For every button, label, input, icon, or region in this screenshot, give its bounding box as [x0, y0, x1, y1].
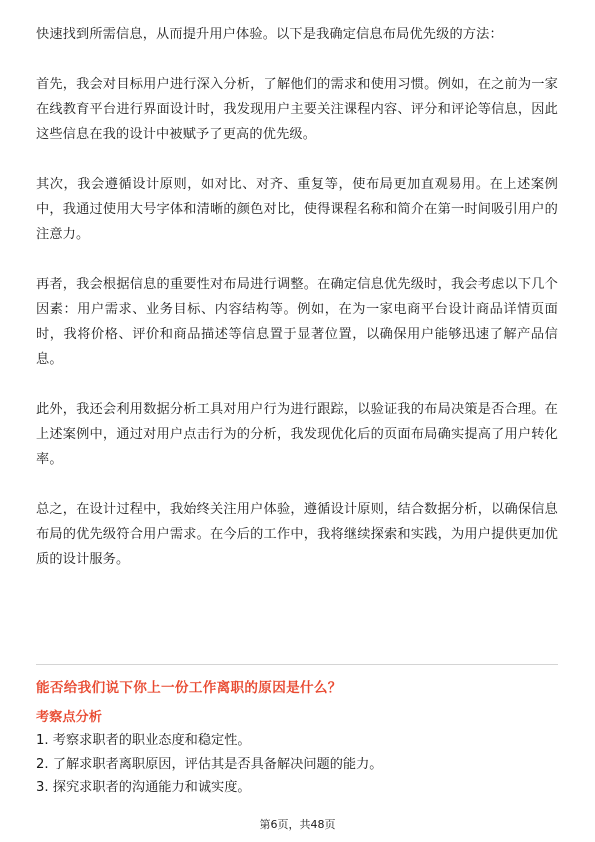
interview-question: 能否给我们说下你上一份工作离职的原因是什么？	[36, 680, 342, 696]
page-number: 第6页，共48页	[259, 818, 336, 831]
analysis-points	[36, 729, 382, 800]
paragraph-intro: 快速找到所需信息，从而提升用户体验。以下是我确定信息布局优先级的方法：	[36, 27, 503, 42]
paragraph-third: 再者，我会根据信息的重要性对布局进行调整。在确定信息优先级时，我会考虑以下几个因素：用户需求、业务目标、内容结构等。例如，在为一家电商平台设计商品详情页面时，我将价格、评价和商品描述等信息置于显著位置，以确保用户能够迅速了解产品信息。	[36, 277, 558, 367]
analysis-heading: 考察点分析	[36, 710, 102, 725]
paragraph-second: 其次，我会遵循设计原则，如对比、对齐、重复等，使布局更加直观易用。在上述案例中，我通过使用大号字体和清晰的颜色对比，使得课程名称和简介在第一时间吸引用户的注意力。	[36, 177, 558, 242]
paragraph-conclusion: 总之，在设计过程中，我始终关注用户体验，遵循设计原则，结合数据分析，以确保信息布局的优先级符合用户需求。在今后的工作中，我将继续探索和实践，为用户提供更加优质的设计服务。	[36, 502, 558, 567]
paragraph-fourth: 此外，我还会利用数据分析工具对用户行为进行跟踪，以验证我的布局决策是否合理。在上述案例中，通过对用户点击行为的分析，我发现优化后的页面布局确实提高了用户转化率。	[36, 402, 558, 467]
section-divider	[36, 664, 558, 665]
list-item: 3. 探究求职者的沟通能力和诚实度。	[36, 780, 251, 795]
list-item: 2. 了解求职者离职原因，评估其是否具备解决问题的能力。	[36, 756, 383, 772]
paragraph-first: 首先，我会对目标用户进行深入分析，了解他们的需求和使用习惯。例如，在之前为一家在线教育平台进行界面设计时，我发现用户主要关注课程内容、评分和评论等信息，因此这些信息在我的设计中被赋予了更高的优先级。	[36, 77, 558, 142]
list-item: 1. 考察求职者的职业态度和稳定性。	[36, 733, 251, 748]
answer-body	[36, 22, 558, 572]
